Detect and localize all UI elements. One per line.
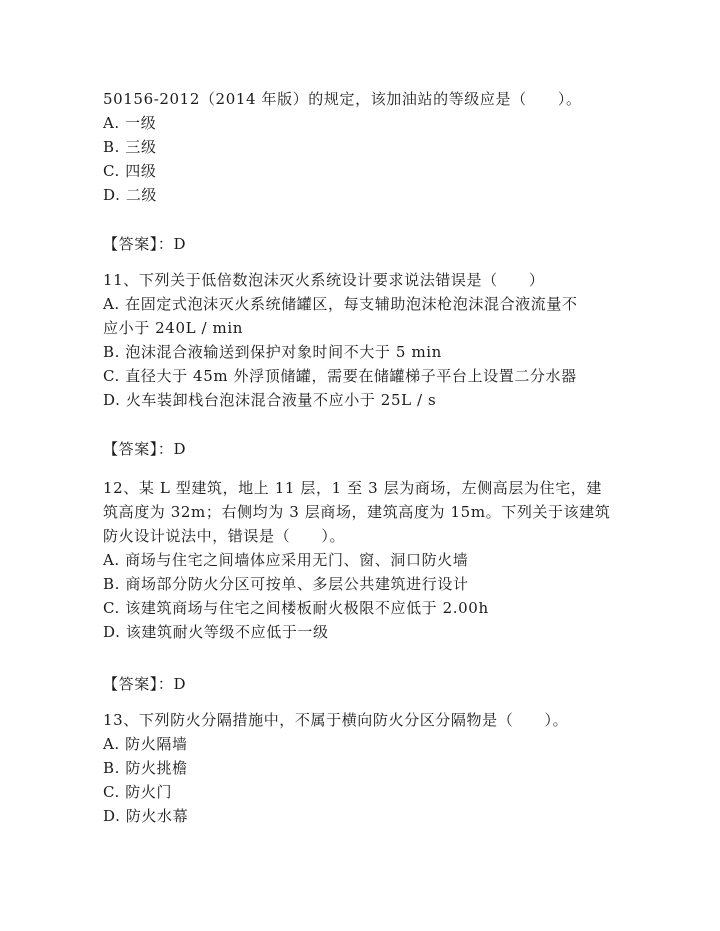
q13-option-a: A. 防火隔墙 [103,735,188,753]
q11-answer: 【答案】：D [103,440,187,458]
q10-option-b: B. 三级 [103,138,157,156]
q13-option-d: D. 防火水幕 [103,807,189,825]
q12-option-c: C. 该建筑商场与住宅之间楼板耐火极限不应低于 2.00h [103,599,489,617]
q11-option-c: C. 直径大于 45m 外浮顶储罐，需要在储罐梯子平台上设置二分水器 [103,367,577,385]
q11-option-d: D. 火车装卸栈台泡沫混合液量不应小于 25L / s [103,391,437,409]
q12-option-b: B. 商场部分防火分区可按单、多层公共建筑进行设计 [103,575,469,593]
q13-stem: 13、下列防火分隔措施中，不属于横向防火分区分隔物是（ ）。 [103,711,569,729]
q12-stem-line2: 筑高度为 32m；右侧均为 3 层商场，建筑高度为 15m。下列关于该建筑 [103,503,611,521]
q13-option-c: C. 防火门 [103,783,173,801]
q12-option-d: D. 该建筑耐火等级不应低于一级 [103,623,329,641]
q12-stem-line1: 12、某 L 型建筑，地上 11 层，1 至 3 层为商场，左侧高层为住宅，建 [103,479,603,497]
q12-option-a: A. 商场与住宅之间墙体应采用无门、窗、洞口防火墙 [103,551,469,569]
q10-option-a: A. 一级 [103,114,157,132]
q10-stem-continuation: 50156-2012（2014 年版）的规定，该加油站的等级应是（ ）。 [103,90,582,108]
q10-answer: 【答案】：D [103,235,187,253]
q12-answer: 【答案】：D [103,675,187,693]
q13-option-b: B. 防火挑檐 [103,759,188,777]
q11-option-a-line1: A. 在固定式泡沫灭火系统储罐区，每支辅助泡沫枪泡沫混合液流量不 [103,295,578,313]
q11-stem: 11、下列关于低倍数泡沫灭火系统设计要求说法错误是（ ） [103,271,545,289]
q10-option-c: C. 四级 [103,162,157,180]
q10-option-d: D. 二级 [103,186,158,204]
q11-option-b: B. 泡沫混合液输送到保护对象时间不大于 5 min [103,343,442,361]
q12-stem-line3: 防火设计说法中，错误是（ ）。 [103,527,346,545]
q11-option-a-line2: 应小于 240L / min [103,319,244,337]
